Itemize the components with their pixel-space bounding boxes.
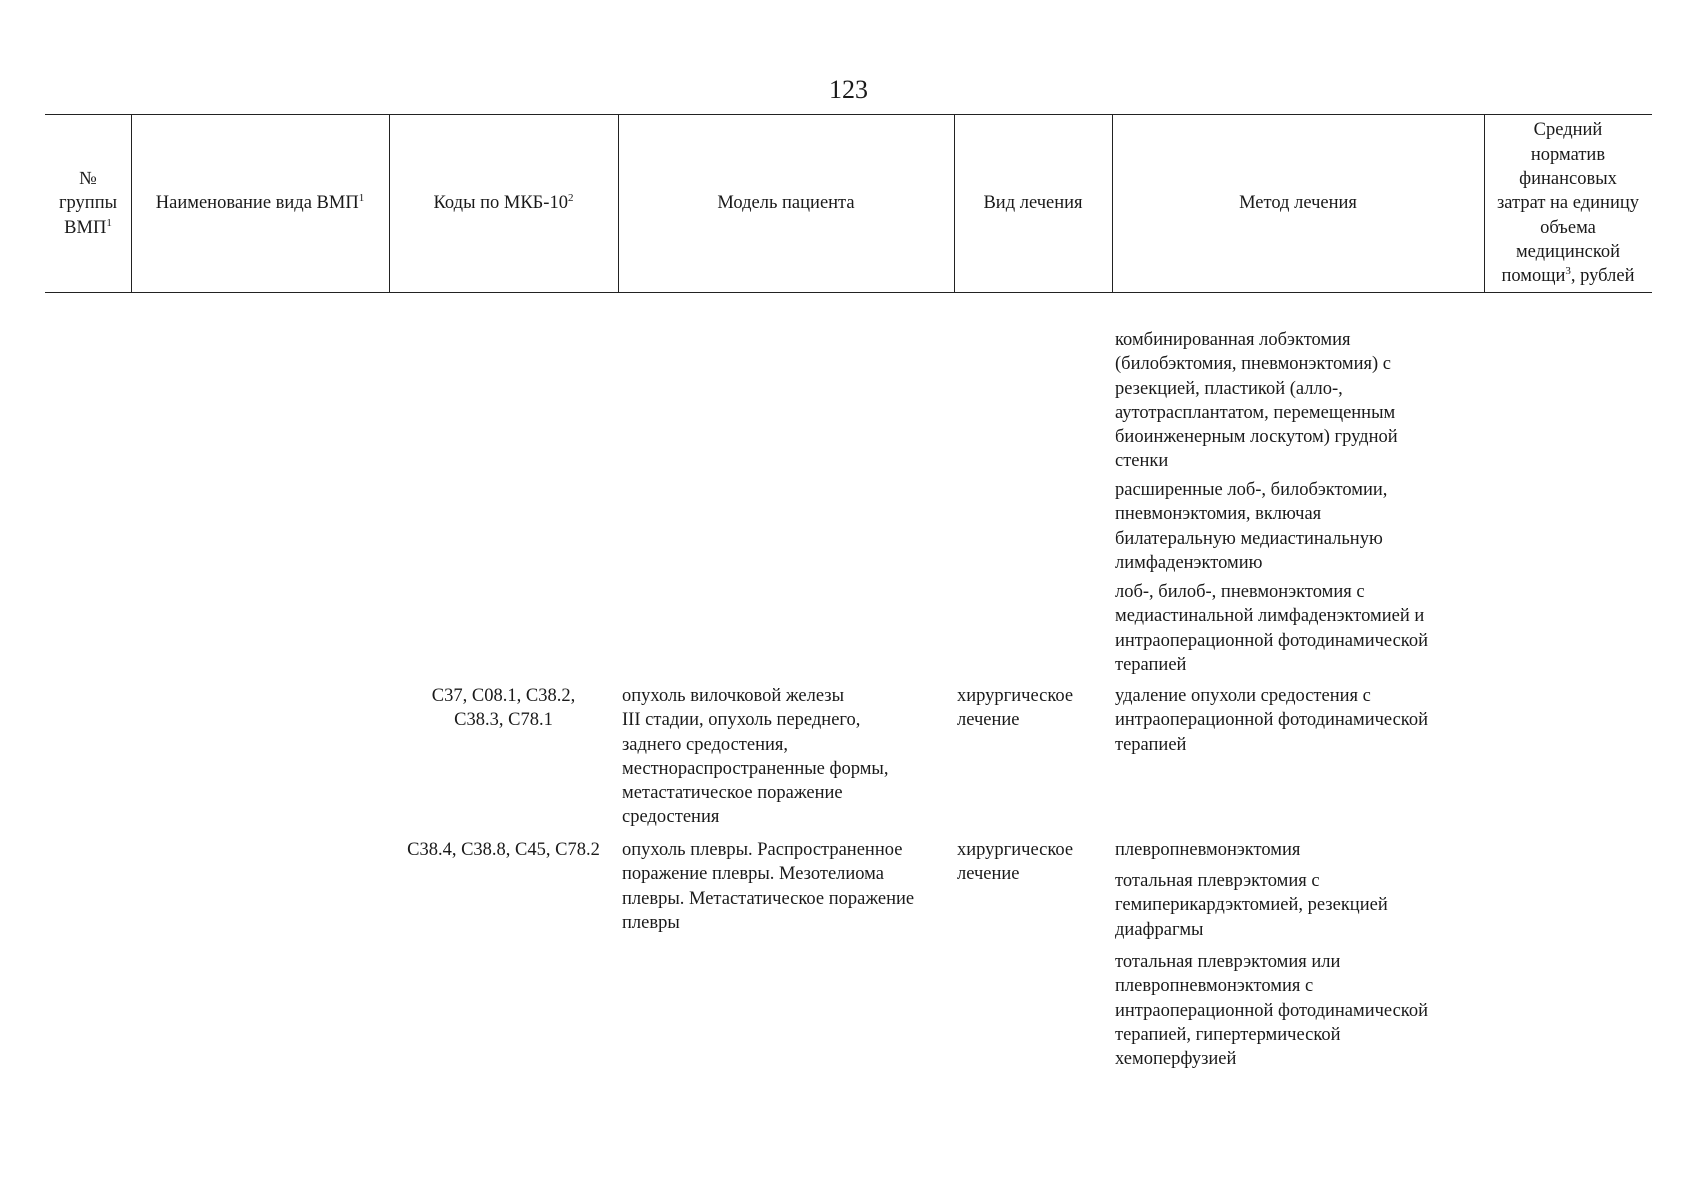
method-extended-lobectomy: расширенные лоб-, билобэктомии, пневмонэктомия, включая билатеральную медиастинальную лимфаденэктомию — [1115, 480, 1388, 573]
row-mediastinum-treatment: хирургическое лечение — [957, 686, 1074, 731]
method-combined-lobectomy: комбинированная лобэктомия (билобэктомия, пневмонэктомия) с резекцией, пластикой (алло-, аутотрасплантатом, перемещенным биоинженерным лоскутом) грудной стенки — [1115, 330, 1398, 472]
header-patient-model: Модель пациента — [717, 193, 855, 214]
row-mediastinum-codes: C37, C08.1, C38.2, C38.3, C78.1 — [431, 686, 576, 731]
page-number: 123 — [829, 75, 868, 104]
row-pleura-method-pleurectomy-photodynamic: тотальная плеврэктомия или плевропневмонэктомия с интраоперационной фотодинамической терапией, гипертермической хемоперфузией — [1115, 952, 1428, 1070]
row-pleura-method-pleurectomy: тотальная плеврэктомия с гемиперикардэктомией, резекцией диафрагмы — [1115, 871, 1388, 940]
header-treatment-method: Метод лечения — [1239, 193, 1357, 214]
row-mediastinum-method: удаление опухоли средостения с интраоперационной фотодинамической терапией — [1115, 686, 1428, 755]
method-lobectomy-photodynamic: лоб-, билоб-, пневмонэктомия с медиастинальной лимфаденэктомией и интраоперационной фотодинамической терапией — [1115, 582, 1428, 675]
header-treatment-type: Вид лечения — [983, 193, 1083, 214]
header-cost-standard: Средний норматив финансовых затрат на единицу объема медицинской помощи$^3$, рублей — [1496, 120, 1639, 287]
row-pleura-codes: C38.4, C38.8, C45, C78.2 — [407, 840, 600, 860]
row-mediastinum-model: опухоль вилочковой железы III стадии, опухоль переднего, заднего средостения, местнораспространенные формы, метастатическое поражение средостения — [622, 686, 889, 828]
header-icd-codes: Коды по МКБ-$10^2$ — [433, 192, 574, 214]
row-pleura-model: опухоль плевры. Распространенное поражение плевры. Мезотелиома плевры. Метастатическое поражение плевры — [622, 840, 915, 933]
row-pleura-method-pleuropneumonectomy: плевропневмонэктомия — [1115, 840, 1301, 860]
header-group-number: № группы ВМП$^1$ — [58, 169, 118, 238]
row-pleura-treatment: хирургическое лечение — [957, 840, 1074, 885]
table-header — [45, 114, 1652, 293]
header-vmp-name: Наименование вида ВМП$^1$ — [155, 192, 365, 214]
